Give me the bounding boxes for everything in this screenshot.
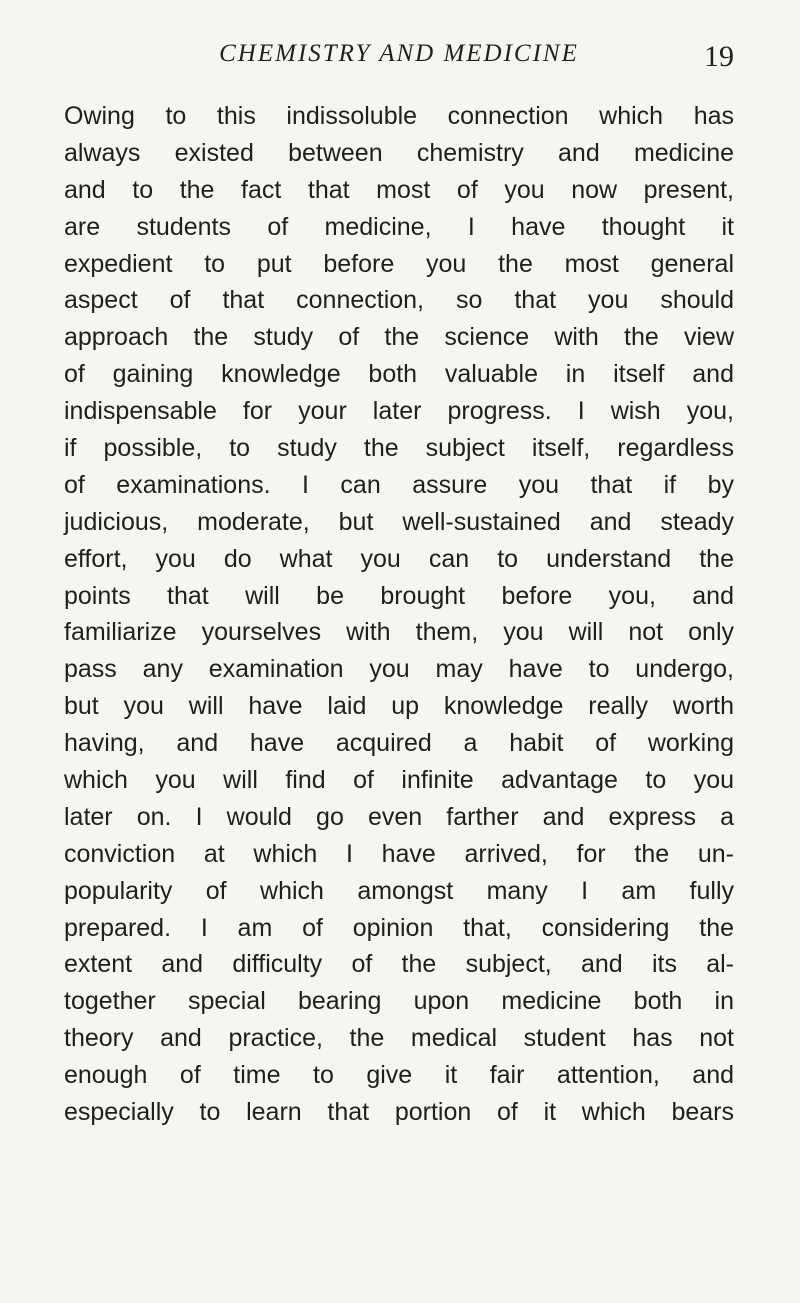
text-line: popularity of which amongst many I am fully bbox=[64, 876, 734, 905]
text-line: of gaining knowledge both valuable in itself and bbox=[64, 360, 734, 389]
text-line: always existed between chemistry and medicine bbox=[64, 138, 734, 167]
text-line: of examinations. I can assure you that if by bbox=[64, 470, 734, 499]
text-line: effort, you do what you can to understand the bbox=[64, 544, 734, 573]
body-paragraph bbox=[64, 98, 734, 1131]
text-line: especially to learn that portion of it which bears bbox=[64, 1098, 734, 1127]
text-line: and to the fact that most of you now present, bbox=[64, 175, 734, 204]
text-line: having, and have acquired a habit of working bbox=[64, 729, 734, 758]
text-line: enough of time to give it fair attention, and bbox=[64, 1061, 734, 1090]
text-line: later on. I would go even farther and express a bbox=[64, 802, 734, 831]
text-line: are students of medicine, I have thought it bbox=[64, 212, 734, 241]
text-line: familiarize yourselves with them, you will not only bbox=[64, 618, 734, 647]
text-line: aspect of that connection, so that you should bbox=[64, 286, 734, 315]
text-line: if possible, to study the subject itself, regardless bbox=[64, 434, 734, 463]
text-line: prepared. I am of opinion that, considering the bbox=[64, 913, 734, 942]
text-line: but you will have laid up knowledge really worth bbox=[64, 692, 734, 721]
text-line: judicious, moderate, but well-sustained and steady bbox=[64, 507, 734, 536]
text-line: Owing to this indissoluble connection which has bbox=[64, 102, 734, 130]
text-line: expedient to put before you the most general bbox=[64, 249, 734, 278]
text-line: approach the study of the science with the view bbox=[64, 323, 734, 352]
text-line: theory and practice, the medical student has not bbox=[64, 1024, 734, 1053]
text-line: pass any examination you may have to undergo, bbox=[64, 655, 734, 684]
page-number: 19 bbox=[704, 40, 734, 73]
running-head bbox=[64, 40, 734, 80]
running-title: CHEMISTRY AND MEDICINE bbox=[219, 40, 579, 67]
text-line: points that will be brought before you, and bbox=[64, 581, 734, 610]
text-line: indispensable for your later progress. I wish you, bbox=[64, 397, 734, 426]
text-line: extent and difficulty of the subject, and its al- bbox=[64, 950, 734, 979]
text-line: together special bearing upon medicine both in bbox=[64, 987, 734, 1016]
text-line: conviction at which I have arrived, for the un- bbox=[64, 839, 734, 868]
text-line: which you will find of infinite advantage to you bbox=[64, 766, 734, 795]
